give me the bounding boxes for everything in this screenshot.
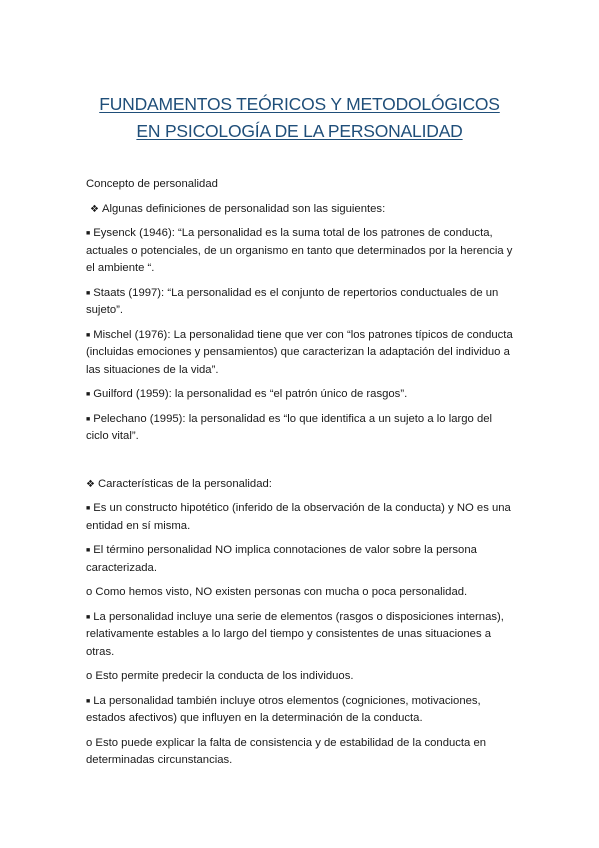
square-bullet-icon: ■ bbox=[86, 230, 91, 237]
definition-text: Eysenck (1946): “La personalidad es la suma total de los patrones de conducta, actuales o potenciales, de un organismo en tanto que determinados por la herencia y el ambiente “. bbox=[86, 227, 513, 274]
definitions-intro bbox=[86, 201, 516, 219]
sub-item: o Como hemos visto, NO existen personas con mucha o poca personalidad. bbox=[86, 586, 468, 598]
sub-item: o Esto permite predecir la conducta de los individuos. bbox=[86, 670, 354, 682]
definition-item bbox=[86, 411, 516, 446]
characteristics-intro-text: Características de la personalidad: bbox=[97, 477, 272, 490]
title-line-2: EN PSICOLOGÍA DE LA PERSONALIDAD bbox=[136, 121, 463, 141]
characteristic-item bbox=[86, 693, 516, 728]
definitions-intro-text: Algunas definiciones de personalidad son las siguientes: bbox=[101, 202, 386, 215]
diamond-bullet-icon: ❖ bbox=[90, 203, 99, 215]
definition-item bbox=[86, 225, 516, 278]
document-body bbox=[86, 176, 516, 777]
definition-text: Staats (1997): “La personalidad es el conjunto de repertorios conductuales de un sujeto”. bbox=[86, 286, 499, 316]
square-bullet-icon: ■ bbox=[86, 697, 91, 705]
characteristic-item bbox=[86, 609, 516, 662]
square-bullet-icon: ■ bbox=[86, 415, 91, 423]
characteristic-text: La personalidad también incluye otros elementos (cogniciones, motivaciones, estados afectivos) que influyen en la determinación de la conducta. bbox=[86, 694, 481, 724]
page-title bbox=[0, 91, 599, 145]
characteristic-text: El término personalidad NO implica connotaciones de valor sobre la persona caracterizada. bbox=[86, 544, 477, 574]
characteristic-item bbox=[86, 542, 516, 577]
square-bullet-icon: ■ bbox=[86, 547, 91, 554]
definition-item bbox=[86, 327, 516, 380]
square-bullet-icon: ■ bbox=[86, 505, 91, 512]
section-heading: Concepto de personalidad bbox=[86, 178, 218, 190]
diamond-bullet-icon: ❖ bbox=[86, 478, 95, 490]
definition-item bbox=[86, 386, 516, 404]
characteristic-item bbox=[86, 500, 516, 535]
square-bullet-icon: ■ bbox=[86, 613, 91, 621]
square-bullet-icon: ■ bbox=[86, 331, 91, 339]
title-line-1: FUNDAMENTOS TEÓRICOS Y METODOLÓGICOS bbox=[99, 94, 500, 114]
definition-item bbox=[86, 285, 516, 320]
definition-text: Guilford (1959): la personalidad es “el patrón único de rasgos”. bbox=[93, 388, 408, 400]
sub-item: o Esto puede explicar la falta de consistencia y de estabilidad de la conducta en determinadas circunstancias. bbox=[86, 736, 487, 766]
square-bullet-icon: ■ bbox=[86, 289, 91, 297]
definition-text: Mischel (1976): La personalidad tiene que ver con “los patrones típicos de conducta (incluidas emociones y pensamientos) que caracterizan la adaptación del individuo a las situaciones de la vida”. bbox=[86, 328, 513, 376]
characteristics-intro bbox=[86, 476, 516, 494]
square-bullet-icon: ■ bbox=[86, 391, 91, 398]
characteristic-text: La personalidad incluye una serie de elementos (rasgos o disposiciones internas), relativamente estables a lo largo del tiempo y consistentes de unas situaciones a otras. bbox=[86, 610, 504, 658]
characteristic-text: Es un constructo hipotético (inferido de la observación de la conducta) y NO es una entidad en sí misma. bbox=[86, 502, 511, 532]
definition-text: Pelechano (1995): la personalidad es “lo que identifica a un sujeto a lo largo del ciclo vital”. bbox=[86, 412, 493, 442]
